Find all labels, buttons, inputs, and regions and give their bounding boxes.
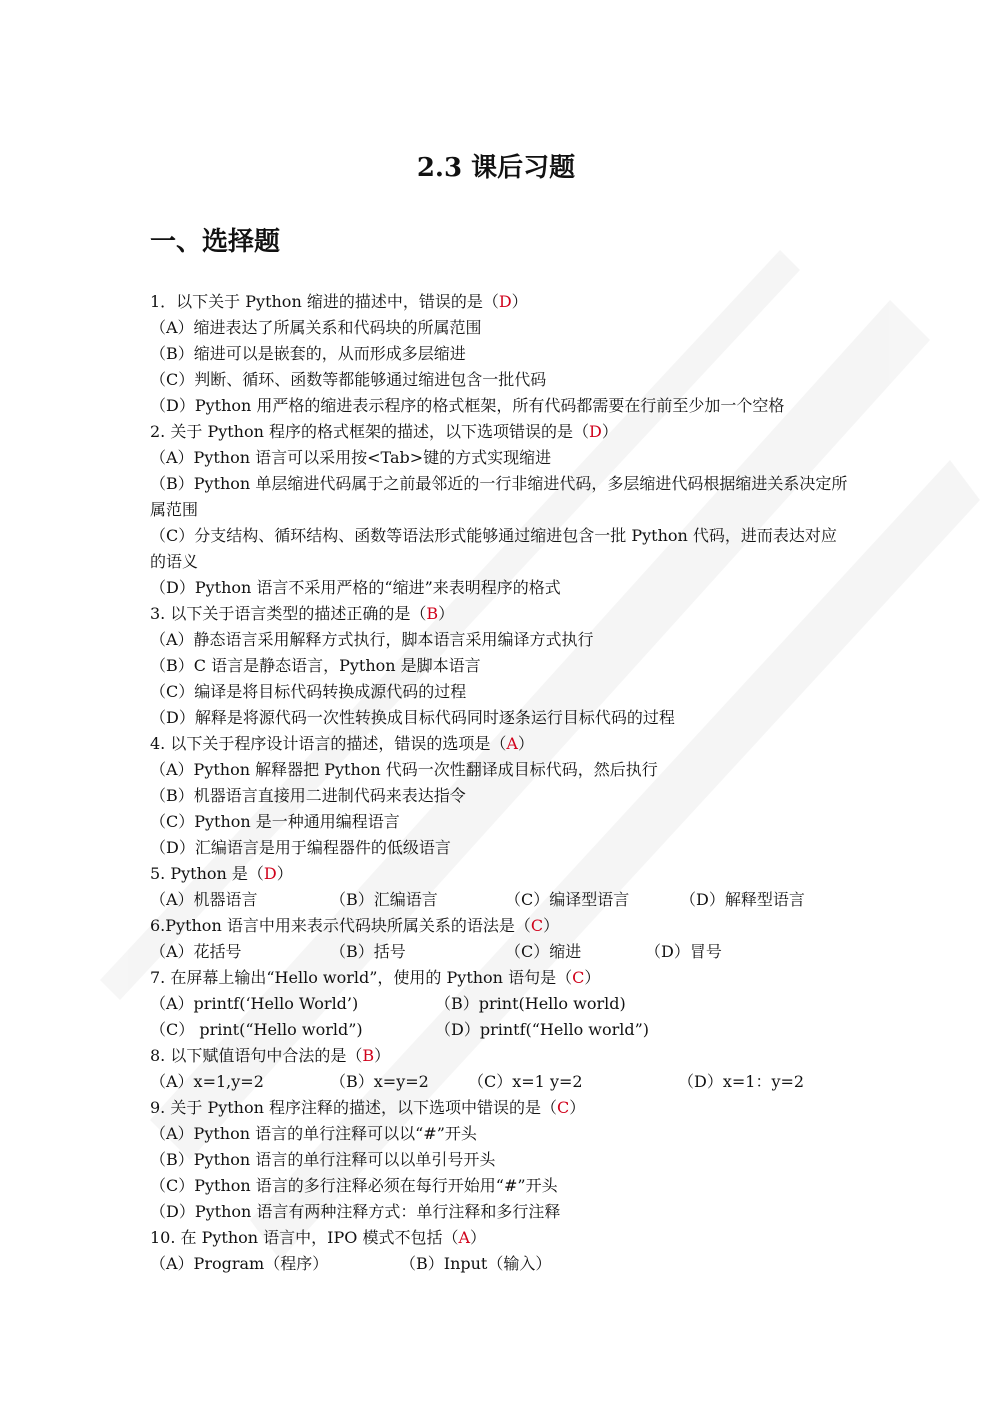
option-line: （D）解释是将源代码一次性转换成目标代码同时逐条运行目标代码的过程: [150, 708, 675, 727]
option-b: （B）x=y=2: [330, 1072, 429, 1091]
option-line: （B）C 语言是静态语言，Python 是脚本语言: [150, 656, 481, 675]
option-d: （D）冒号: [645, 942, 722, 961]
answer-letter: A: [506, 734, 518, 753]
option-line: （D）Python 语言有两种注释方式：单行注释和多行注释: [150, 1202, 561, 1221]
option-c: （C）缩进: [505, 942, 582, 961]
option-line: （B）Python 单层缩进代码属于之前最邻近的一行非缩进代码，多层缩进代码根据缩进关系决定所属范围: [150, 474, 848, 519]
option-row: [150, 1251, 850, 1277]
option-a: （A）Program（程序）: [150, 1254, 329, 1273]
option-d: （D）printf(“Hello world”): [435, 1020, 650, 1039]
question-stem: 1．以下关于 Python 缩进的描述中，错误的是（D）: [150, 292, 528, 311]
section-heading: 一、选择题: [150, 227, 281, 257]
question-stem: 7. 在屏幕上输出“Hello world”，使用的 Python 语句是（C）: [150, 968, 601, 987]
option-a: （A）机器语言: [150, 890, 258, 909]
option-d: （D）x=1：y=2: [678, 1072, 805, 1091]
option-line: （C）分支结构、循环结构、函数等语法形式能够通过缩进包含一批 Python 代码，进而表达对应的语义: [150, 526, 837, 571]
option-line: （C）编译是将目标代码转换成源代码的过程: [150, 682, 467, 701]
option-c: （C）x=1 y=2: [468, 1072, 583, 1091]
question-list: [150, 289, 850, 1277]
option-a: （A）花括号: [150, 942, 242, 961]
question-stem: 6.Python 语言中用来表示代码块所属关系的语法是（C）: [150, 916, 560, 935]
option-line: （D）Python 语言不采用严格的“缩进”来表明程序的格式: [150, 578, 561, 597]
option-line: （A）Python 语言的单行注释可以以“#”开头: [150, 1124, 477, 1143]
option-d: （D）解释型语言: [680, 890, 805, 909]
question-stem: 5. Python 是（D）: [150, 864, 293, 883]
option-line: （D）Python 用严格的缩进表示程序的格式框架，所有代码都需要在行前至少加一个空格: [150, 396, 785, 415]
question-stem: 10. 在 Python 语言中，IPO 模式不包括（A）: [150, 1228, 487, 1247]
option-line: （A）Python 解释器把 Python 代码一次性翻译成目标代码，然后执行: [150, 760, 658, 779]
answer-letter: C: [572, 968, 585, 987]
option-b: （B）括号: [330, 942, 406, 961]
option-c: （C）编译型语言: [505, 890, 630, 909]
question-stem: 4. 以下关于程序设计语言的描述，错误的选项是（A）: [150, 734, 534, 753]
question-stem: 9. 关于 Python 程序注释的描述，以下选项中错误的是（C）: [150, 1098, 586, 1117]
page-title: 2.3 课后习题: [416, 153, 576, 183]
answer-letter: B: [426, 604, 439, 623]
answer-letter: C: [530, 916, 544, 935]
answer-letter: D: [263, 864, 277, 883]
option-line: （C）判断、循环、函数等都能够通过缩进包含一批代码: [150, 370, 547, 389]
answer-letter: D: [589, 422, 602, 441]
option-row: [150, 1017, 850, 1043]
option-row: [150, 887, 850, 913]
option-line: （A）缩进表达了所属关系和代码块的所属范围: [150, 318, 482, 337]
option-a: （A）printf(‘Hello World’): [150, 994, 359, 1013]
option-line: （C）Python 是一种通用编程语言: [150, 812, 400, 831]
option-row: [150, 1069, 850, 1095]
option-line: （C）Python 语言的多行注释必须在每行开始用“#”开头: [150, 1176, 558, 1195]
option-b: （B）print(Hello world): [435, 994, 626, 1013]
option-line: （A）Python 语言可以采用按<Tab>键的方式实现缩进: [150, 448, 552, 467]
option-line: （B）缩进可以是嵌套的，从而形成多层缩进: [150, 344, 466, 363]
option-row: [150, 939, 850, 965]
answer-letter: D: [498, 292, 512, 311]
answer-letter: B: [362, 1046, 375, 1065]
option-line: （B）Python 语言的单行注释可以以单引号开头: [150, 1150, 496, 1169]
option-b: （B）Input（输入）: [400, 1254, 552, 1273]
answer-letter: C: [557, 1098, 570, 1117]
question-stem: 2. 关于 Python 程序的格式框架的描述，以下选项错误的是（D）: [150, 422, 618, 441]
option-line: （B）机器语言直接用二进制代码来表达指令: [150, 786, 466, 805]
option-row: [150, 991, 850, 1017]
option-b: （B）汇编语言: [330, 890, 438, 909]
option-line: （A）静态语言采用解释方式执行，脚本语言采用编译方式执行: [150, 630, 594, 649]
option-a: （A）x=1,y=2: [150, 1072, 264, 1091]
answer-letter: A: [458, 1228, 471, 1247]
question-stem: 8. 以下赋值语句中合法的是（B）: [150, 1046, 391, 1065]
option-line: （D）汇编语言是用于编程器件的低级语言: [150, 838, 451, 857]
option-c: （C） print(“Hello world”): [150, 1020, 363, 1039]
question-stem: 3. 以下关于语言类型的描述正确的是（B）: [150, 604, 455, 623]
